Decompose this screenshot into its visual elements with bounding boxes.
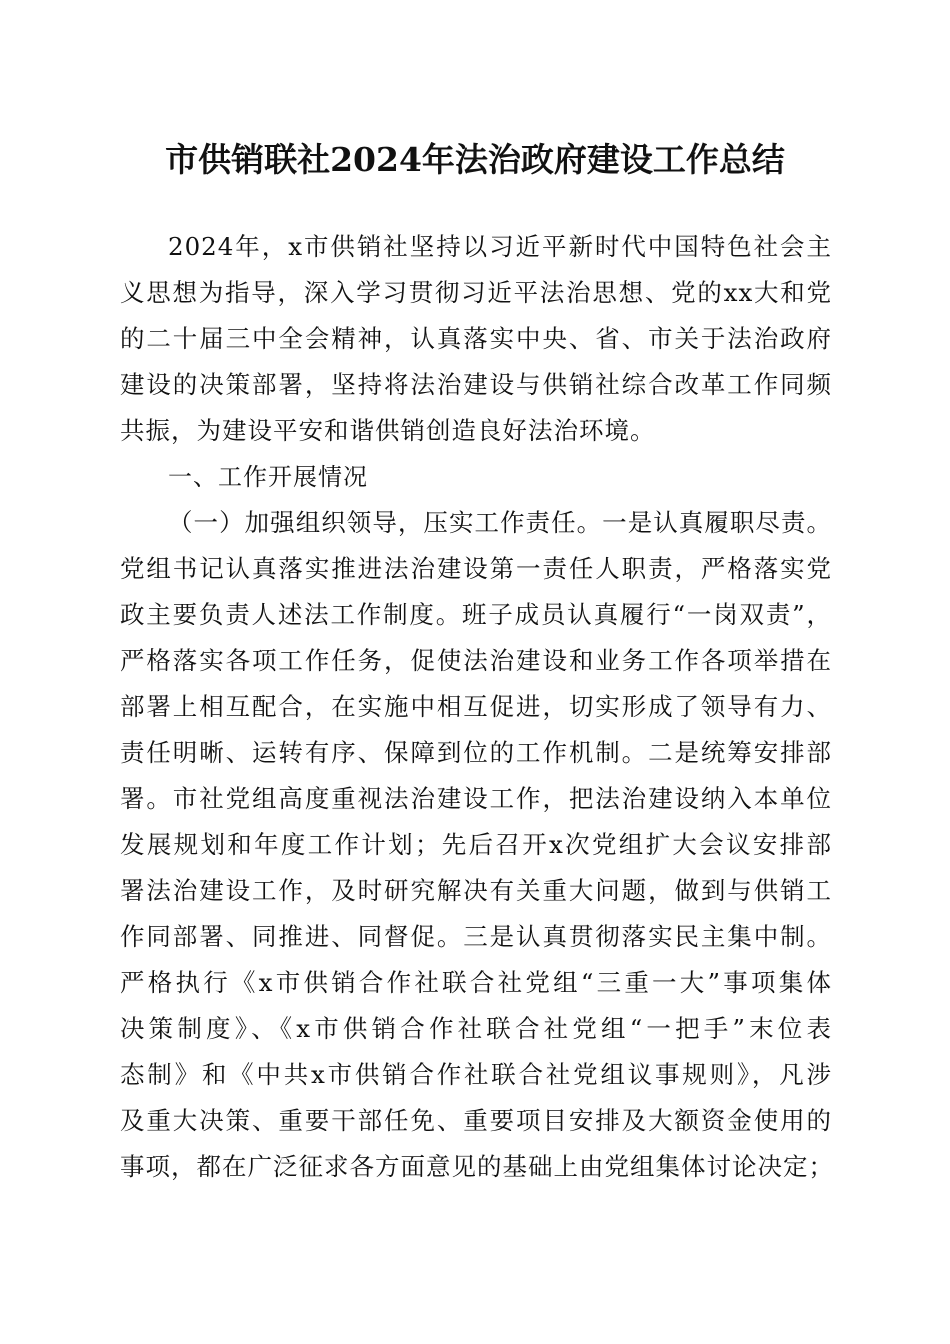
body-line-8: 发展规划和年度工作计划；先后召开x次党组扩大会议安排部 <box>120 830 832 859</box>
body-line-11: 严格执行《x市供销合作社联合社党组“三重一大”事项集体 <box>120 968 832 997</box>
body-line-1: （一）加强组织领导，压实工作责任。一是认真履职尽责。 <box>168 508 832 537</box>
document-title: 市供销联社2024年法治政府建设工作总结 <box>165 140 785 179</box>
intro-line-2: 义思想为指导，深入学习贯彻习近平法治思想、党的xx大和党 <box>120 278 832 307</box>
intro-line-1: 2024年，x市供销社坚持以习近平新时代中国特色社会主 <box>168 232 832 261</box>
body-line-9: 署法治建设工作，及时研究解决有关重大问题，做到与供销工 <box>120 876 832 905</box>
intro-line-4: 建设的决策部署，坚持将法治建设与供销社综合改革工作同频 <box>120 370 832 399</box>
section-heading: 一、工作开展情况 <box>168 463 368 491</box>
intro-line-3: 的二十届三中全会精神，认真落实中央、省、市关于法治政府 <box>120 324 832 353</box>
body-line-3: 政主要负责人述法工作制度。班子成员认真履行“一岗双责”， <box>120 600 832 629</box>
body-line-14: 及重大决策、重要干部任免、重要项目安排及大额资金使用的 <box>120 1106 832 1135</box>
body-line-12: 决策制度》、《x市供销合作社联合社党组“一把手”末位表 <box>120 1014 832 1043</box>
body-line-5: 部署上相互配合，在实施中相互促进，切实形成了领导有力、 <box>120 692 832 721</box>
body-line-4: 严格落实各项工作任务，促使法治建设和业务工作各项举措在 <box>120 646 832 675</box>
body-line-6: 责任明晰、运转有序、保障到位的工作机制。二是统筹安排部 <box>120 738 832 767</box>
body-line-10: 作同部署、同推进、同督促。三是认真贯彻落实民主集中制。 <box>120 922 832 951</box>
body-line-15: 事项，都在广泛征求各方面意见的基础上由党组集体讨论决定； <box>120 1152 834 1181</box>
body-line-13: 态制》和《中共x市供销合作社联合社党组议事规则》，凡涉 <box>120 1060 832 1089</box>
body-line-7: 署。市社党组高度重视法治建设工作，把法治建设纳入本单位 <box>120 784 832 813</box>
body-line-2: 党组书记认真落实推进法治建设第一责任人职责，严格落实党 <box>120 554 832 583</box>
intro-line-5: 共振，为建设平安和谐供销创造良好法治环境。 <box>120 416 656 445</box>
